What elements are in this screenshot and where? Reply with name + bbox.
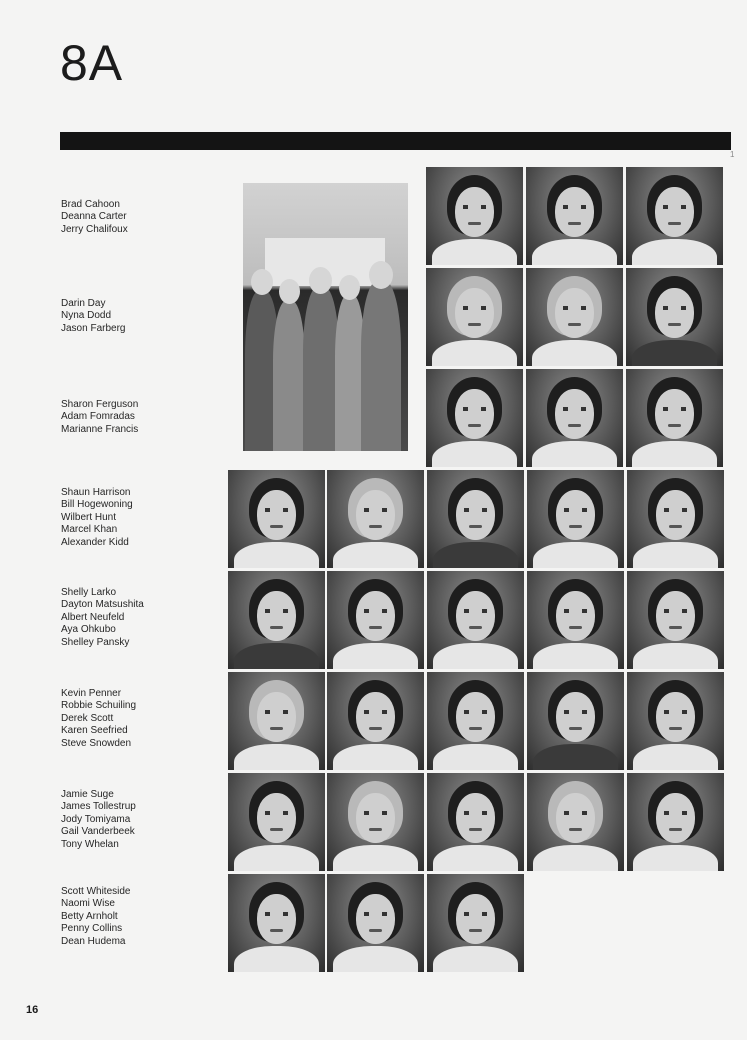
- student-name: Bill Hogewoning: [61, 499, 133, 511]
- student-portrait: [427, 571, 524, 669]
- name-group-3: [61, 399, 221, 436]
- student-name: Darin Day: [61, 298, 106, 309]
- student-name: Jamie Suge: [61, 789, 114, 800]
- student-name: Sharon Ferguson: [61, 399, 139, 410]
- student-name: Robbie Schuiling: [61, 700, 137, 712]
- header-rule: [60, 132, 731, 150]
- student-name: Dayton Matsushita: [61, 599, 144, 611]
- student-portrait: [327, 874, 424, 972]
- group-photo-figure: [361, 281, 401, 451]
- name-group-6: [61, 688, 221, 750]
- student-name: Tony Whelan: [61, 838, 119, 850]
- student-portrait: [427, 470, 524, 568]
- student-portrait: [627, 470, 724, 568]
- student-name: Betty Arnholt: [61, 910, 118, 922]
- student-name: Deanna Carter: [61, 211, 127, 223]
- student-portrait: [526, 369, 623, 467]
- student-portrait: [228, 874, 325, 972]
- student-name: Marianne Francis: [61, 423, 139, 435]
- student-name: Dean Hudema: [61, 935, 126, 947]
- name-group-2: [61, 298, 221, 335]
- student-portrait: [426, 369, 523, 467]
- student-portrait: [626, 369, 723, 467]
- group-photo-head: [369, 261, 393, 289]
- student-name: Brad Cahoon: [61, 199, 120, 210]
- group-photo-head: [251, 269, 273, 295]
- student-name: Derek Scott: [61, 712, 114, 724]
- student-portrait: [627, 773, 724, 871]
- student-name: Wilbert Hunt: [61, 511, 117, 523]
- student-name: Shelley Pansky: [61, 636, 130, 648]
- student-portrait: [626, 268, 723, 366]
- student-name: Jody Tomiyama: [61, 813, 131, 825]
- student-name: Scott Whiteside: [61, 886, 131, 897]
- student-name: Marcel Khan: [61, 524, 118, 536]
- group-photo-head: [339, 275, 360, 300]
- student-portrait: [527, 470, 624, 568]
- student-name: Penny Collins: [61, 923, 123, 935]
- group-photo-figure: [273, 301, 305, 451]
- group-photo-head: [309, 267, 332, 294]
- student-portrait: [427, 773, 524, 871]
- student-portrait: [526, 167, 623, 265]
- student-name: Aya Ohkubo: [61, 624, 116, 636]
- name-group-5: [61, 587, 221, 649]
- student-portrait: [427, 672, 524, 770]
- student-name: James Tollestrup: [61, 801, 136, 813]
- student-name: Kevin Penner: [61, 688, 122, 699]
- student-name: Shaun Harrison: [61, 487, 131, 498]
- student-portrait: [426, 268, 523, 366]
- student-name: Nyna Dodd: [61, 310, 112, 322]
- student-name: Gail Vanderbeek: [61, 826, 135, 838]
- class-group-photo: [243, 183, 408, 451]
- name-group-8: [61, 886, 221, 948]
- student-name: Alexander Kidd: [61, 536, 129, 548]
- edge-mark: 1: [730, 150, 735, 159]
- student-portrait: [426, 167, 523, 265]
- student-name: Albert Neufeld: [61, 611, 125, 623]
- student-name: Naomi Wise: [61, 898, 115, 910]
- student-name: Shelly Larko: [61, 587, 117, 598]
- student-portrait: [228, 571, 325, 669]
- student-portrait: [627, 672, 724, 770]
- student-portrait: [526, 268, 623, 366]
- student-portrait: [626, 167, 723, 265]
- student-portrait: [427, 874, 524, 972]
- student-portrait: [327, 672, 424, 770]
- group-photo-head: [279, 279, 300, 304]
- student-name: Jerry Chalifoux: [61, 223, 128, 235]
- student-name: Karen Seefried: [61, 725, 128, 737]
- student-portrait: [327, 571, 424, 669]
- page-number: 16: [26, 1004, 39, 1016]
- page-title: 8A: [60, 35, 124, 91]
- student-portrait: [527, 773, 624, 871]
- name-group-4: [61, 487, 221, 549]
- student-portrait: [527, 571, 624, 669]
- name-group-7: [61, 789, 221, 851]
- student-portrait: [327, 470, 424, 568]
- group-photo-figure: [303, 287, 339, 451]
- student-portrait: [527, 672, 624, 770]
- student-portrait: [228, 672, 325, 770]
- student-portrait: [627, 571, 724, 669]
- student-portrait: [228, 773, 325, 871]
- student-portrait: [327, 773, 424, 871]
- student-name: Steve Snowden: [61, 737, 132, 749]
- name-group-1: [61, 199, 221, 236]
- student-name: Adam Fomradas: [61, 411, 135, 423]
- student-name: Jason Farberg: [61, 322, 126, 334]
- student-portrait: [228, 470, 325, 568]
